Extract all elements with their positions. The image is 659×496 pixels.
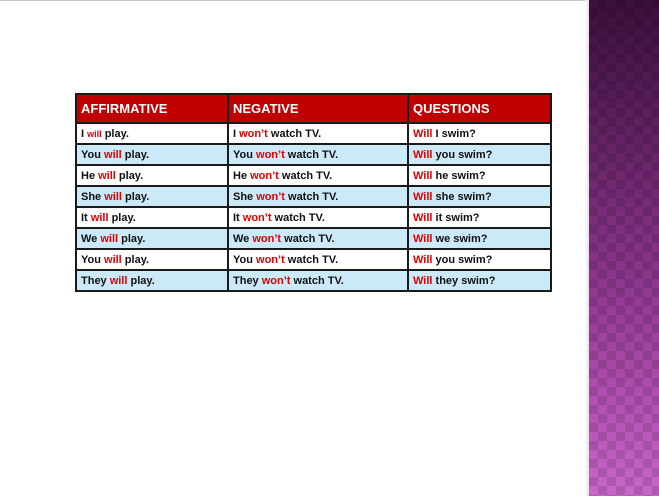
keyword: will (104, 190, 122, 203)
table-row (76, 207, 551, 228)
header-questions: QUESTIONS (408, 94, 551, 123)
negative-cell: You won’t watch TV. (228, 249, 408, 270)
negative-cell: They won’t watch TV. (228, 270, 408, 291)
question-cell: Will we swim? (408, 228, 551, 249)
affirmative-cell: It will play. (76, 207, 228, 228)
keyword: Will (413, 148, 433, 161)
keyword: Will (413, 190, 433, 203)
affirmative-cell: You will play. (76, 144, 228, 165)
question-cell: Will you swim? (408, 249, 551, 270)
keyword: Will (413, 127, 433, 140)
keyword: won’t (252, 232, 282, 245)
table-row (76, 186, 551, 207)
question-cell: Will I swim? (408, 123, 551, 144)
keyword: will (87, 128, 102, 139)
header-affirmative: AFFIRMATIVE (76, 94, 228, 123)
keyword: will (90, 211, 109, 224)
negative-cell: I won’t watch TV. (228, 123, 408, 144)
affirmative-cell: I will play. (76, 123, 228, 144)
table-row (76, 165, 551, 186)
affirmative-cell: They will play. (76, 270, 228, 291)
keyword: Will (413, 232, 433, 245)
keyword: won’t (250, 169, 279, 182)
table-row (76, 228, 551, 249)
question-cell: Will you swim? (408, 144, 551, 165)
table-row (76, 270, 551, 291)
keyword: won’t (256, 148, 285, 161)
table-row (76, 144, 551, 165)
decorative-side-panel (589, 0, 659, 496)
keyword: won’t (239, 127, 268, 140)
keyword: will (109, 274, 128, 287)
keyword: Will (413, 211, 433, 224)
affirmative-cell: She will play. (76, 186, 228, 207)
table-header-row (76, 94, 551, 123)
keyword: won’t (256, 253, 285, 266)
question-cell: Will he swim? (408, 165, 551, 186)
header-negative: NEGATIVE (228, 94, 408, 123)
keyword: Will (413, 169, 433, 182)
slide-top-border (0, 0, 589, 1)
negative-cell: We won’t watch TV. (228, 228, 408, 249)
keyword: will (100, 232, 119, 245)
affirmative-cell: We will play. (76, 228, 228, 249)
question-cell: Will they swim? (408, 270, 551, 291)
question-cell: Will she swim? (408, 186, 551, 207)
table-row (76, 249, 551, 270)
keyword: won’t (261, 274, 291, 287)
affirmative-cell: He will play. (76, 165, 228, 186)
question-cell: Will it swim? (408, 207, 551, 228)
keyword: will (104, 148, 122, 161)
keyword: Will (413, 253, 433, 266)
keyword: will (104, 253, 122, 266)
negative-cell: She won’t watch TV. (228, 186, 408, 207)
negative-cell: He won’t watch TV. (228, 165, 408, 186)
keyword: will (98, 169, 116, 182)
affirmative-cell: You will play. (76, 249, 228, 270)
keyword: won’t (242, 211, 272, 224)
keyword: won’t (256, 190, 285, 203)
keyword: Will (413, 274, 433, 287)
negative-cell: You won’t watch TV. (228, 144, 408, 165)
table-row (76, 123, 551, 144)
will-grammar-table (75, 93, 552, 292)
negative-cell: It won’t watch TV. (228, 207, 408, 228)
